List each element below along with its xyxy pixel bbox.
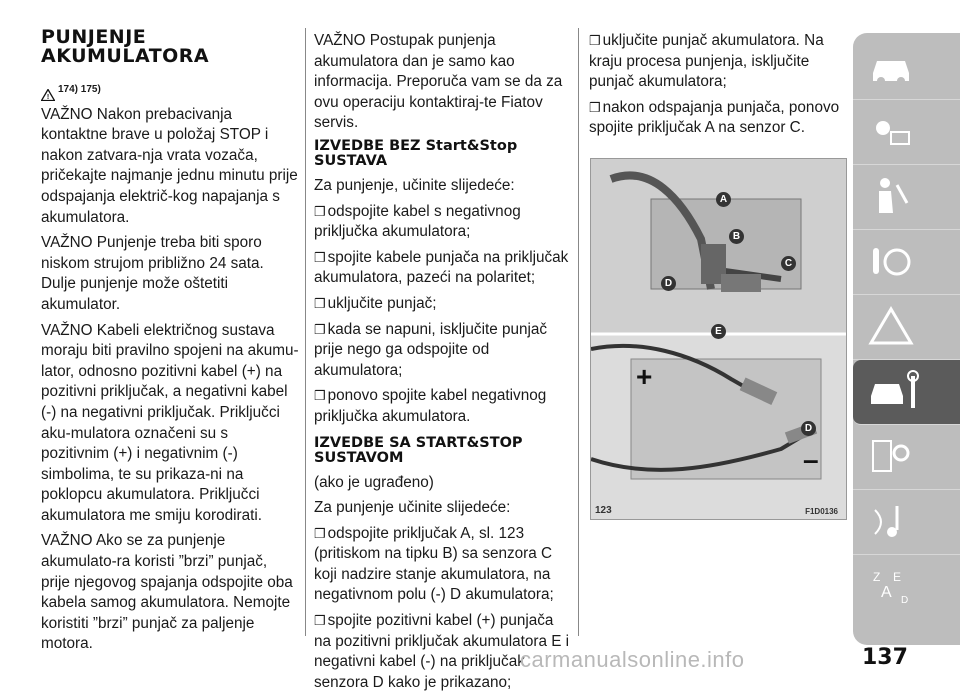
list-item: ❒ odspojite kabel s negativnog priključka akumulatora;: [314, 202, 521, 241]
list-item: ❒ uključite punjač akumulatora. Na kraju procesa punjenja, isključite punjač akumulatora;: [589, 32, 824, 91]
tab-multimedia[interactable]: [853, 490, 960, 555]
tab-maintenance[interactable]: [853, 360, 960, 425]
tab-index[interactable]: [853, 555, 960, 619]
plus-sign: +: [636, 361, 653, 392]
list-item: ❒ nakon odspajanja punjača, ponovo spojite priključak A na senzor C.: [589, 98, 840, 137]
list-item: ❒ spojite kabele punjača na priključak akumulatora, pazeći na polaritet;: [314, 248, 569, 287]
page-number: 137: [862, 645, 908, 670]
section-note: (ako je ugrađeno): [314, 473, 434, 491]
column-divider: [305, 28, 306, 636]
svg-text:A: A: [881, 584, 892, 601]
steering-wheel-icon: [867, 238, 915, 286]
warning-refs-text: 174) 175): [58, 84, 101, 95]
car-wrench-icon: [867, 368, 927, 416]
seatbelt-icon: [867, 173, 915, 221]
section-title: IZVEDBE BEZ Start&Stop SUSTAVA: [314, 137, 518, 170]
tab-starting-driving[interactable]: [853, 230, 960, 295]
warning-refs: [41, 80, 299, 101]
paragraph: VAŽNO Punjenje treba biti sporo niskom strujom približno 24 sata. Dulje punjenje može oštetiti akumulator.: [41, 234, 264, 313]
column-3: [589, 31, 845, 144]
bullet-icon: ❒: [314, 321, 326, 337]
bullet-icon: ❒: [314, 613, 326, 629]
intro-paragraph: VAŽNO Postupak punjenja akumulatora dan je samo kao informacija. Preporuča vam se da za ovu operaciju kontaktiraj-te Fiatov servis.: [314, 32, 563, 132]
svg-text:E: E: [893, 570, 902, 584]
bullet-icon: ❒: [314, 249, 326, 265]
column-divider: [578, 28, 579, 636]
battery-figure: [590, 158, 847, 520]
list-item: ❒ uključite punjač;: [314, 294, 437, 312]
watermark: carmanualsonline.info: [520, 647, 745, 672]
tab-dashboard[interactable]: [853, 100, 960, 165]
paragraph: VAŽNO Kabeli električnog sustava moraju biti pravilno spojeni na akumu-lator, odnosno pozitivni kabel (+) na pozitivni priključak, a negativni kabel (-) na negativni priključak. Priključci aku-mulatora označeni su s pozitivnim (+) i negativnim (-) simbolima, te su prikaza-ni na poklopcu akumulatora. Priključci akumulatora me smiju korodirati.: [41, 321, 299, 524]
list-item: ❒ spojite pozitivni kabel (+) punjača na pozitivni priključak akumulatora E i negativni kabel (-) na priključak senzora D kako je prikazano;: [314, 612, 570, 691]
paragraph: VAŽNO Ako se za punjenje akumulato-ra koristi ”brzi” punjač, prije njegovog spajanja odspojite oba kabela samog akumulatora. Nemojte koristiti ”brzi” punjač za paljenje motora.: [41, 532, 293, 653]
bullet-icon: ❒: [314, 388, 326, 404]
tab-technical-data[interactable]: [853, 425, 960, 490]
bullet-icon: ❒: [314, 525, 326, 541]
music-note-icon: [867, 498, 915, 546]
figure-label-D2: D: [801, 421, 816, 436]
figure-label-A: A: [716, 192, 731, 207]
alphabet-index-icon: [867, 563, 915, 611]
chapter-sidebar: [853, 33, 960, 645]
column-1: [41, 28, 299, 660]
warning-light-icon: [867, 108, 915, 156]
svg-text:!: !: [46, 93, 50, 101]
section-title: IZVEDBE SA START&STOP SUSTAVOM: [314, 434, 523, 466]
figure-label-C: C: [781, 256, 796, 271]
figure-label-E: E: [711, 324, 726, 339]
tab-emergency[interactable]: [853, 295, 960, 360]
list-item: ❒ kada se napuni, isključite punjač prije nego ga odspojite od akumulatora;: [314, 320, 548, 379]
figure-label-D: D: [661, 276, 676, 291]
list-item: ❒ ponovo spojite kabel negativnog priključka akumulatora.: [314, 387, 547, 425]
list-item: ❒ odspojite priključak A, sl. 123 (pritiskom na tipku B) sa senzora C koji nadzire stanje akumulatora, na negativnom polu (-) D akumulatora;: [314, 524, 554, 604]
minus-sign: –: [803, 444, 819, 475]
tab-vehicle[interactable]: [853, 35, 960, 100]
bullet-icon: ❒: [589, 33, 601, 48]
svg-text:D: D: [901, 595, 909, 606]
bullet-icon: ❒: [314, 203, 326, 219]
paragraph: VAŽNO Nakon prebacivanja kontaktne brave u položaj STOP i nakon zatvara-nja vrata vozača, pričekajte najmanje jednu minutu prije odspajanja električ-kog napajanja s akumulatora.: [41, 105, 298, 226]
column-2: [314, 31, 570, 698]
tab-safety[interactable]: [853, 165, 960, 230]
svg-text:Z: Z: [873, 570, 881, 584]
page-title: PUNJENJE AKUMULATORA: [41, 26, 210, 67]
figure-number: 123: [595, 505, 612, 516]
gear-list-icon: [867, 433, 915, 481]
warning-triangle-icon: [867, 303, 915, 351]
section-lead: Za punjenje, učinite slijedeće:: [314, 176, 515, 194]
section-lead: Za punjenje učinite slijedeće:: [314, 499, 511, 517]
figure-code: F1D0136: [805, 507, 838, 516]
car-icon: [867, 43, 915, 91]
bullet-icon: ❒: [314, 295, 326, 311]
figure-label-B: B: [729, 229, 744, 244]
bullet-icon: ❒: [589, 99, 601, 115]
warning-triangle-icon: [41, 89, 55, 101]
